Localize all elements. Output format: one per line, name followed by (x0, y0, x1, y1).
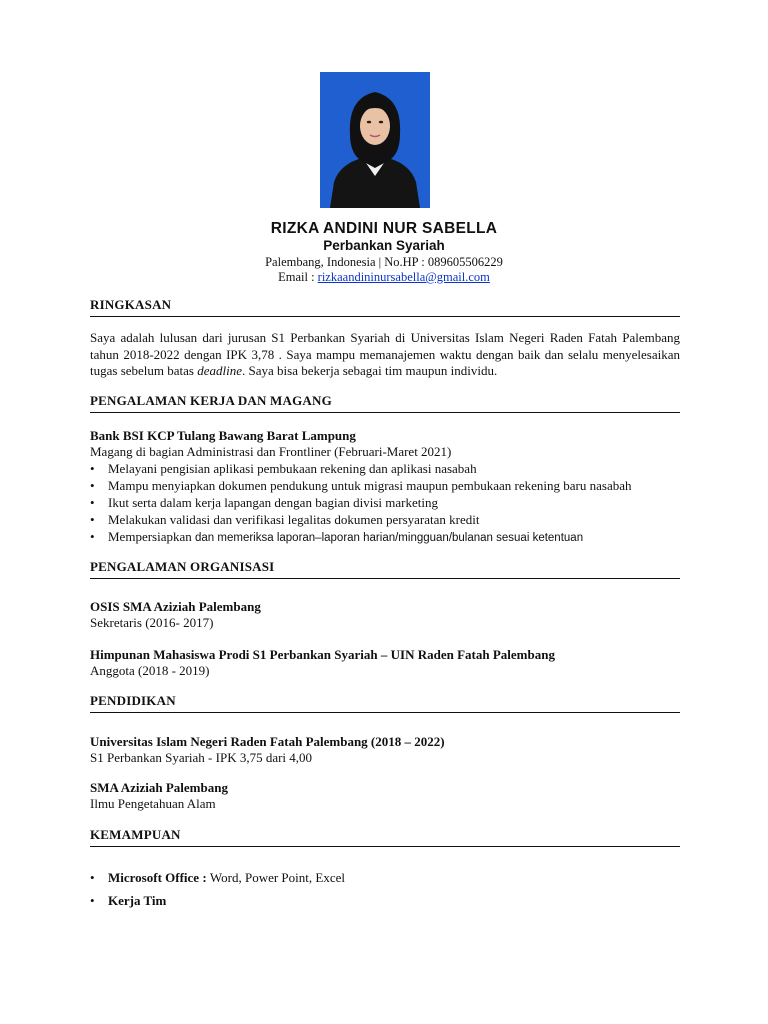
section-divider (90, 846, 680, 847)
section-divider (90, 412, 680, 413)
bullet-icon: • (90, 478, 95, 493)
section-title-pendidikan: PENDIDIKAN (90, 693, 176, 708)
org-detail: Sekretaris (2016- 2017) (90, 615, 214, 630)
list-item (90, 869, 345, 886)
contact-line: Palembang, Indonesia | No.HP : 089605506229 (265, 255, 503, 269)
org-name: Himpunan Mahasiswa Prodi S1 Perbankan Syariah – UIN Raden Fatah Palembang (90, 647, 555, 662)
email-line (0, 270, 768, 285)
duty-text: Melakukan validasi dan verifikasi legalitas dokumen persyaratan kredit (108, 512, 480, 527)
list-item (90, 528, 632, 547)
skill-label: Kerja Tim (108, 893, 167, 908)
summary-italic-word: deadline (197, 363, 242, 378)
education-institution: SMA Aziziah Palembang (90, 780, 228, 795)
skills-list (90, 869, 345, 909)
section-divider (90, 578, 680, 579)
bullet-icon: • (90, 893, 95, 908)
section-title-pengalaman-kerja: PENGALAMAN KERJA DAN MAGANG (90, 393, 332, 408)
duty-text-rest: dan memeriksa laporan–laporan harian/mingguan/bulanan sesuai ketentuan (195, 532, 584, 544)
section-title-organisasi: PENGALAMAN ORGANISASI (90, 559, 275, 574)
profile-photo (320, 72, 430, 208)
section-title-kemampuan: KEMAMPUAN (90, 827, 181, 842)
education-institution: Universitas Islam Negeri Raden Fatah Palembang (2018 – 2022) (90, 734, 445, 749)
list-item (90, 477, 632, 494)
org-name: OSIS SMA Aziziah Palembang (90, 599, 261, 614)
job-company: Bank BSI KCP Tulang Bawang Barat Lampung (90, 428, 356, 443)
person-portrait-image (320, 72, 430, 208)
skill-detail: Word, Power Point, Excel (209, 870, 345, 885)
duty-text: Ikut serta dalam kerja lapangan dengan bagian divisi marketing (108, 495, 438, 510)
section-divider (90, 712, 680, 713)
bullet-icon: • (90, 512, 95, 527)
education-detail: S1 Perbankan Syariah - IPK 3,75 dari 4,00 (90, 750, 313, 765)
summary-text-end: . Saya bisa bekerja sebagai tim maupun individu. (242, 363, 498, 378)
summary-text: Saya adalah lulusan dari jurusan S1 Perbankan Syariah di Universitas Islam Negeri Raden Fatah Palembang tahun 2018-2022 dengan IPK 3,78 . Saya mampu memanajemen waktu dengan baik dan selalu menyelesaikan tugas sebelum batas (90, 330, 680, 378)
bullet-icon: • (90, 870, 95, 885)
org-detail: Anggota (2018 - 2019) (90, 663, 210, 678)
duty-text: Mampu menyiapkan dokumen pendukung untuk migrasi maupun pembukaan rekening baru nasabah (108, 478, 632, 493)
summary-paragraph (90, 330, 680, 380)
bullet-icon: • (90, 529, 95, 544)
list-item (90, 460, 632, 477)
email-link[interactable]: rizkaandininursabella@gmail.com (317, 270, 490, 284)
list-item (90, 494, 632, 511)
list-item (90, 511, 632, 528)
candidate-name: RIZKA ANDINI NUR SABELLA (270, 220, 498, 237)
list-item (90, 892, 345, 909)
email-label: Email : (278, 270, 318, 284)
duty-text-prefix: Mempersiapkan (108, 529, 196, 544)
candidate-role: Perbankan Syariah (323, 238, 445, 253)
education-detail: Ilmu Pengetahuan Alam (90, 796, 216, 811)
duty-text: Melayani pengisian aplikasi pembukaan rekening dan aplikasi nasabah (108, 461, 477, 476)
job-duties-list (90, 460, 632, 547)
bullet-icon: • (90, 461, 95, 476)
job-position: Magang di bagian Administrasi dan Frontliner (Februari-Maret 2021) (90, 444, 452, 459)
skill-label: Microsoft Office : (108, 870, 210, 885)
section-divider (90, 316, 680, 317)
section-title-ringkasan: RINGKASAN (90, 297, 172, 312)
bullet-icon: • (90, 495, 95, 510)
